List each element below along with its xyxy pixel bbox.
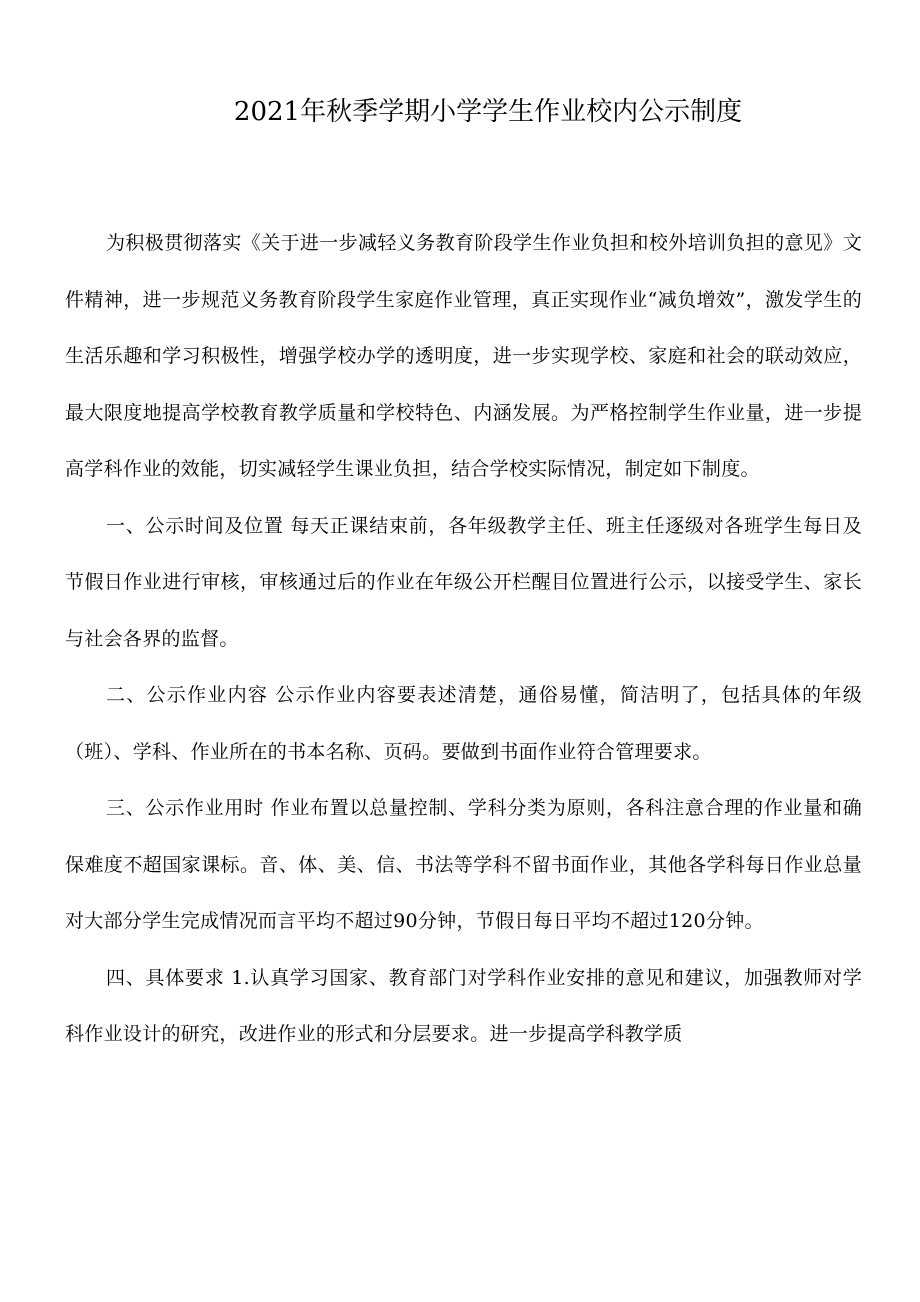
section-1-paragraph: 一、公示时间及位置 每天正课结束前，各年级教学主任、班主任逐级对各班学生每日及节假日作业进行审核，审核通过后的作业在年级公开栏醒目位置进行公示，以接受学生、家长与社会各界的监督。 (65, 514, 862, 650)
document-title: 2021年秋季学期小学学生作业校内公示制度 (233, 97, 743, 127)
section-2-paragraph: 二、公示作业内容 公示作业内容要表述清楚，通俗易懂，简洁明了，包括具体的年级（班）、学科、作业所在的书本名称、页码。要做到书面作业符合管理要求。 (65, 684, 862, 763)
document-body (65, 215, 862, 1063)
section-3-paragraph: 三、公示作业用时 作业布置以总量控制、学科分类为原则，各科注意合理的作业量和确保难度不超国家课标。音、体、美、信、书法等学科不留书面作业，其他各学科每日作业总量对大部分学生完成情况而言平均不超过90分钟，节假日每日平均不超过120分钟。 (65, 797, 862, 932)
section-4-paragraph: 四、具体要求 1.认真学习国家、教育部门对学科作业安排的意见和建议，加强教师对学科作业设计的研究，改进作业的形式和分层要求。进一步提高学科教学质 (65, 966, 862, 1045)
intro-paragraph: 为积极贯彻落实《关于进一步减轻义务教育阶段学生作业负担和校外培训负担的意见》文件精神，进一步规范义务教育阶段学生家庭作业管理，真正实现作业“减负增效”，激发学生的生活乐趣和学习积极性，增强学校办学的透明度，进一步实现学校、家庭和社会的联动效应，最大限度地提高学校教育教学质量和学校特色、内涵发展。为严格控制学生作业量，进一步提高学科作业的效能，切实减轻学生课业负担，结合学校实际情况，制定如下制度。 (65, 232, 862, 480)
